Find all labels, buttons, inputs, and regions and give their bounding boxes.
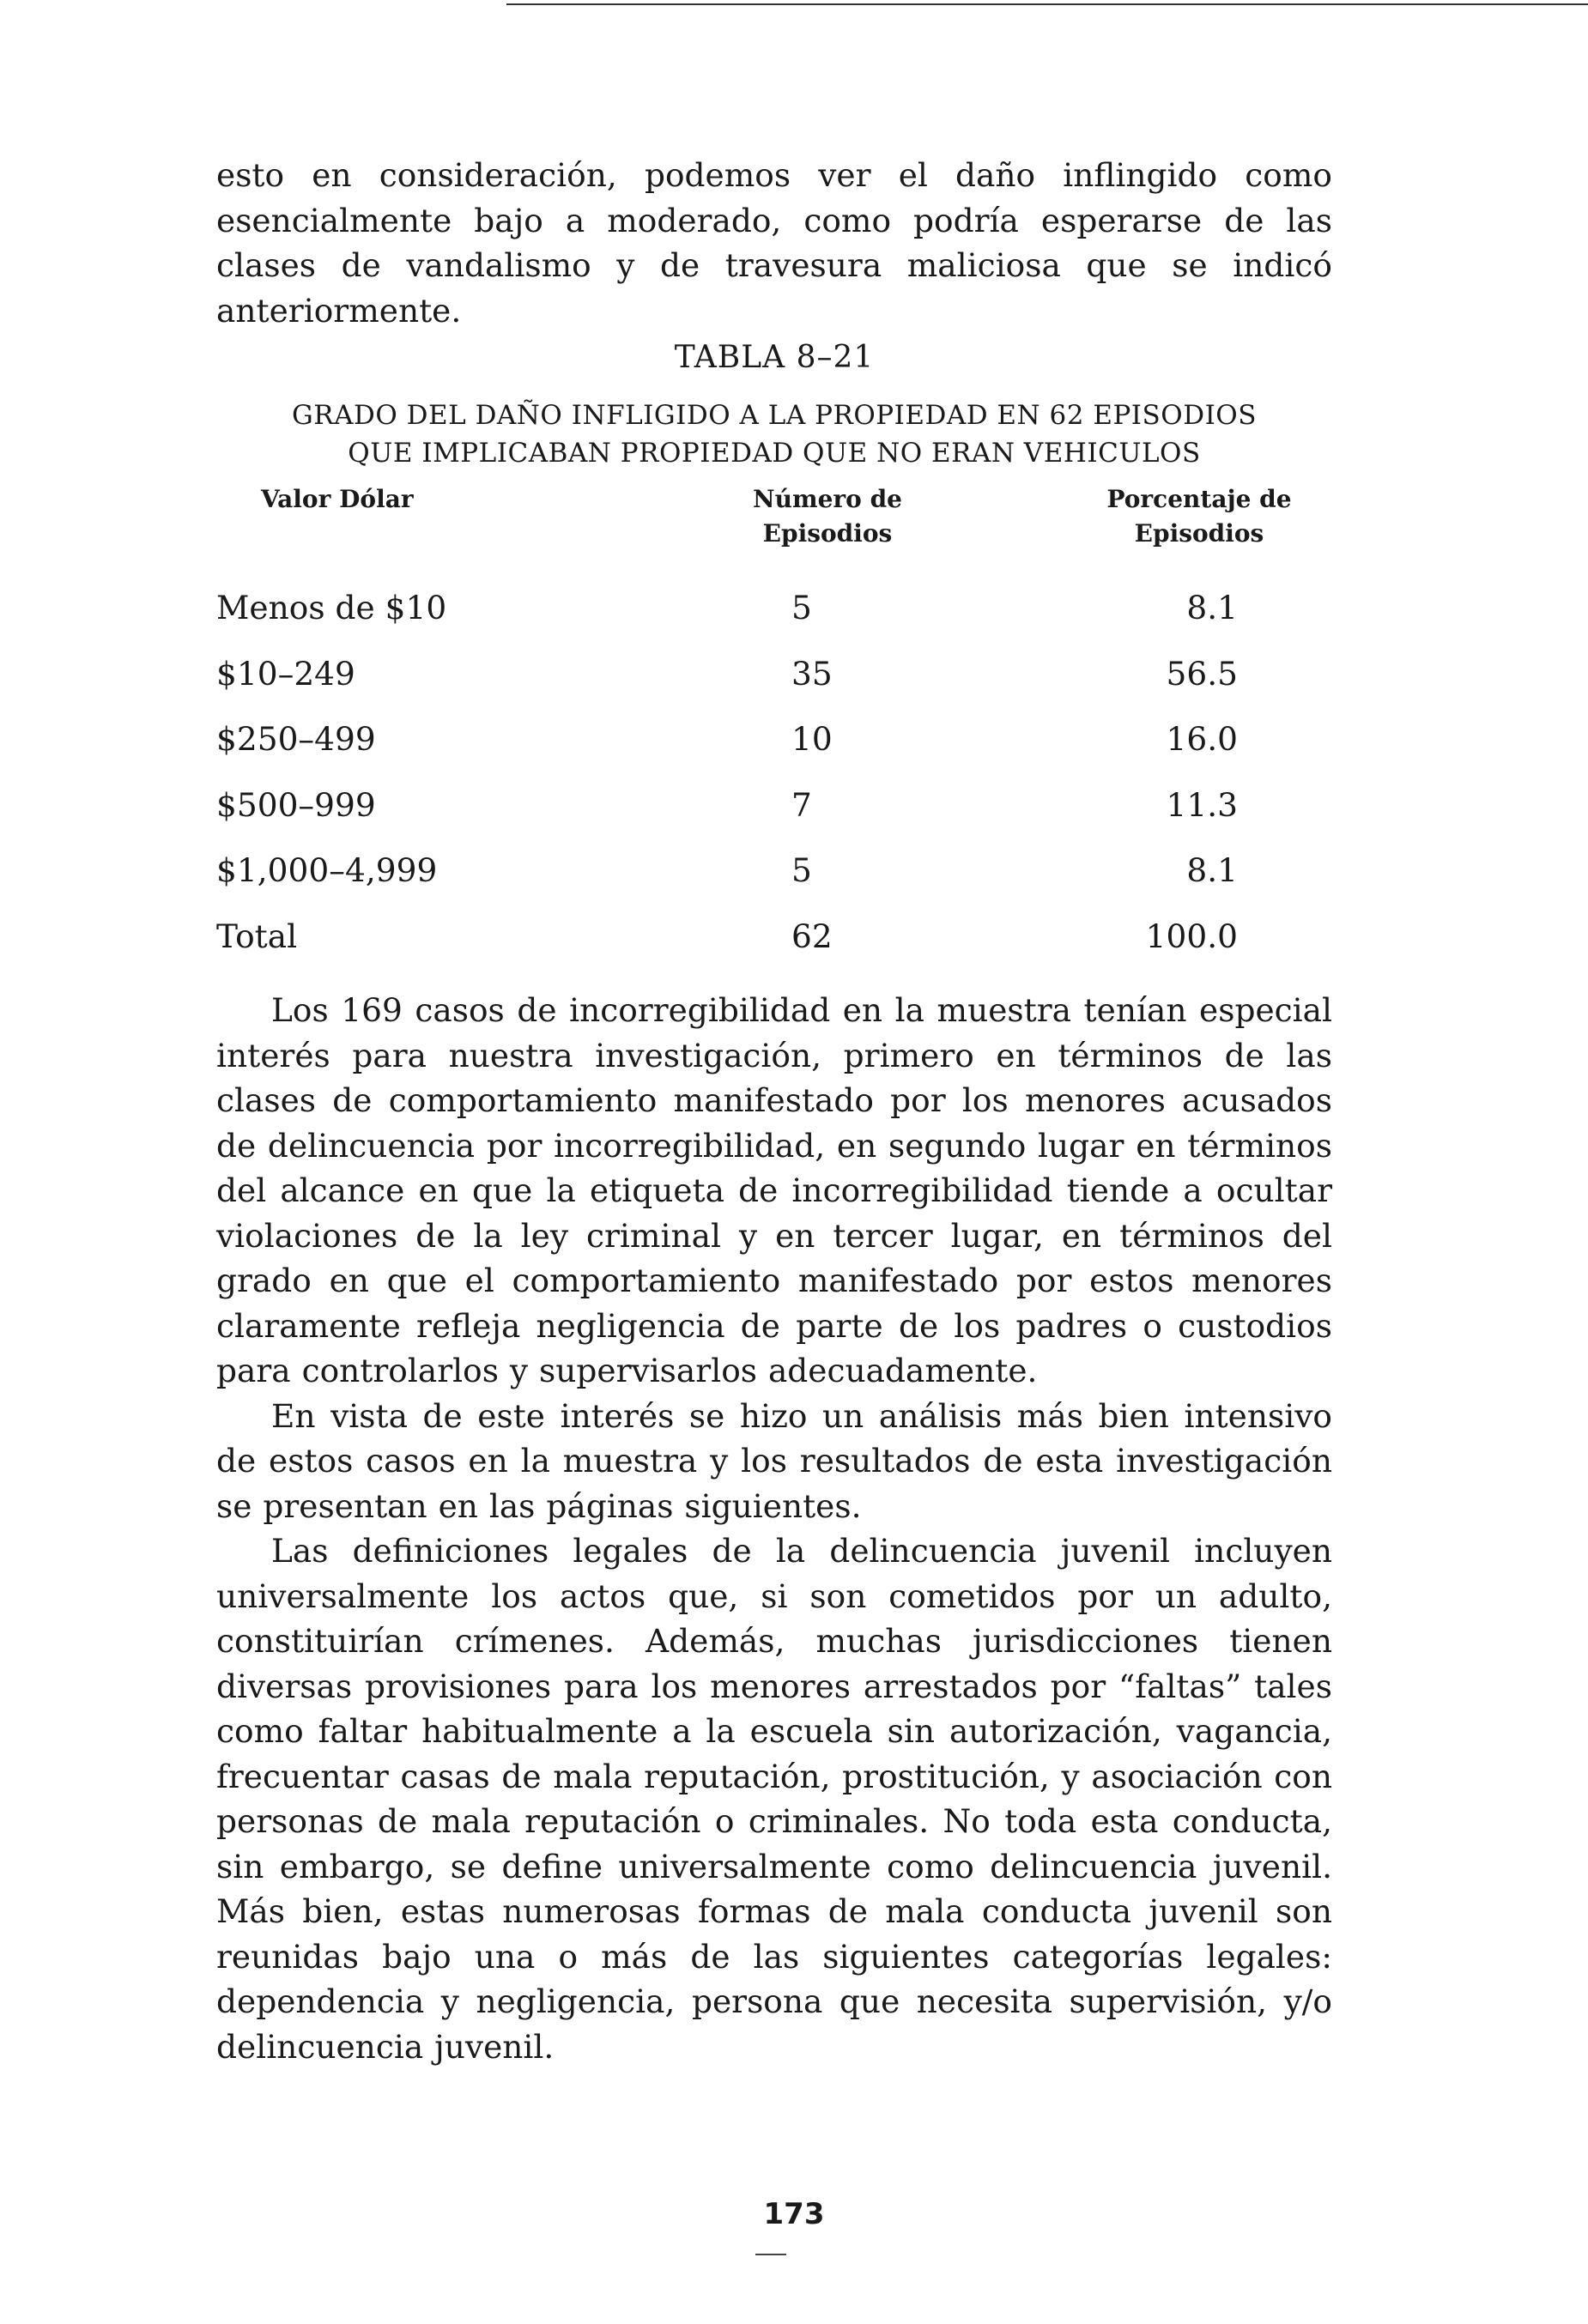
paragraph-legal-definitions: Las definiciones legales de la delincuencia juvenil incluyen universalmente los actos que, si son cometidos por un adulto, constituirían crímenes. Además, muchas jurisdicciones tienen diversas provisiones para los menores arrestados por “faltas” tales como faltar habitualmente a la escuela sin autorización, vagancia, frecuentar casas de mala reputación, prostitución, y asociación con personas de mala reputación o criminales. No toda esta conducta, sin embargo, se define universalmente como delincuencia juvenil. Más bien, estas numerosas formas de mala conducta juvenil son reunidas bajo una o más de las siguientes categorías legales: dependencia y negligencia, persona que necesita supervisión, y/o delincuencia juvenil. bbox=[216, 1532, 1332, 2066]
row-count: 7 bbox=[791, 785, 812, 824]
table-header bbox=[216, 482, 1332, 551]
row-percent: 16.0 bbox=[1166, 720, 1238, 758]
row-percent: 11.3 bbox=[1166, 785, 1238, 824]
table-label: TABLA 8–21 bbox=[674, 340, 875, 375]
table-title-line-1: GRADO DEL DAÑO INFLIGIDO A LA PROPIEDAD EN 62 EPISODIOS bbox=[292, 400, 1257, 431]
page-number-rule bbox=[755, 2254, 786, 2255]
table-row bbox=[216, 641, 1332, 707]
header-episode-count: Número de Episodios bbox=[753, 485, 902, 548]
row-percent: 56.5 bbox=[1166, 654, 1238, 693]
row-percent: 100.0 bbox=[1145, 917, 1238, 955]
row-range: $250–499 bbox=[216, 720, 376, 758]
row-range: Menos de $10 bbox=[216, 589, 447, 626]
paragraph-analysis: En vista de este interés se hizo un análisis más bien intensivo de estos casos en la muestra y los resultados de esta investigación se presentan en las páginas siguientes. bbox=[216, 1396, 1332, 1525]
header-dollar-value: Valor Dólar bbox=[261, 485, 414, 513]
body-text bbox=[216, 988, 1332, 2069]
row-range: $10–249 bbox=[216, 654, 355, 693]
row-range: Total bbox=[216, 917, 298, 955]
table-row-total bbox=[216, 904, 1332, 970]
paragraph-incorrigibility: Los 169 casos de incorregibilidad en la muestra tenían especial interés para nuestra investigación, primero en términos de las clases de comportamiento manifestado por los menores acusados de delincuencia por incorregibilidad, en segundo lugar en términos del alcance en que la etiqueta de incorregibilidad tiende a ocultar violaciones de la ley criminal y en tercer lugar, en términos del grado en que el comportamiento manifestado por estos menores claramente refleja negligencia de parte de los padres o custodios para controlarlos y supervisarlos adecuadamente. bbox=[216, 991, 1332, 1389]
row-count: 5 bbox=[791, 589, 812, 626]
table-row bbox=[216, 838, 1332, 904]
table-row bbox=[216, 706, 1332, 772]
table-title-line-2: QUE IMPLICABAN PROPIEDAD QUE NO ERAN VEHICULOS bbox=[348, 438, 1201, 469]
damage-table bbox=[216, 482, 1332, 969]
row-range: $1,000–4,999 bbox=[216, 851, 438, 889]
page-body bbox=[216, 153, 1332, 2069]
header-episode-percent: Porcentaje de Episodios bbox=[1106, 485, 1292, 548]
row-count: 10 bbox=[791, 720, 833, 758]
row-count: 5 bbox=[791, 851, 812, 889]
row-percent: 8.1 bbox=[1186, 589, 1238, 626]
row-range: $500–999 bbox=[216, 785, 376, 824]
row-percent: 8.1 bbox=[1186, 851, 1238, 889]
row-count: 62 bbox=[791, 917, 833, 955]
top-edge-rule bbox=[506, 3, 1588, 5]
table-row bbox=[216, 575, 1332, 641]
intro-paragraph: esto en consideración, podemos ver el daño inflingido como esencialmente bajo a moderado, como podría esperarse de las clases de vandalismo y de travesura maliciosa que se indicó anteriormente. bbox=[216, 156, 1332, 330]
page-number: 173 bbox=[763, 2197, 825, 2231]
row-count: 35 bbox=[791, 654, 833, 693]
table-row bbox=[216, 772, 1332, 838]
table-title bbox=[216, 396, 1332, 472]
